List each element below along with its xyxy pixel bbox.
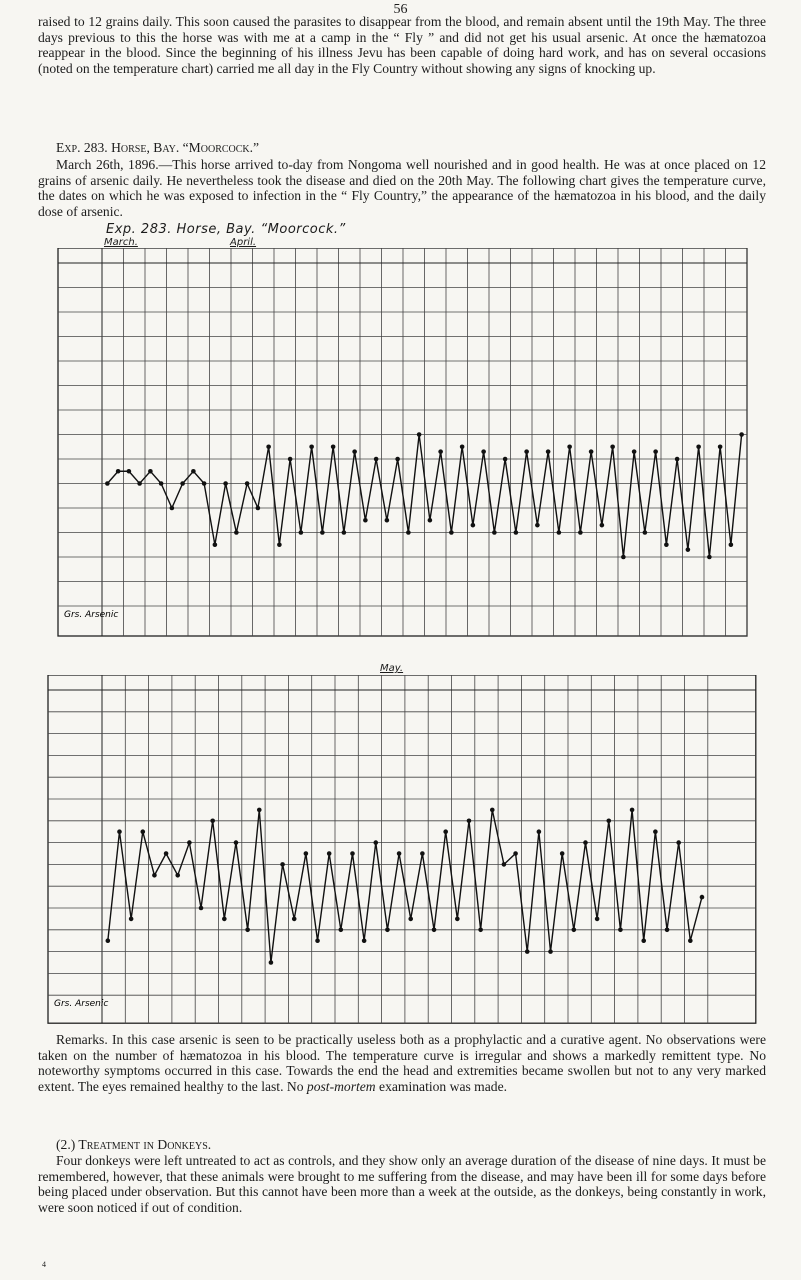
temperature-point bbox=[129, 917, 134, 922]
temperature-point bbox=[696, 444, 701, 449]
temperature-point bbox=[234, 530, 239, 535]
temperature-point bbox=[718, 444, 723, 449]
paragraph-jevu-case: raised to 12 grains daily. This soon caused the parasites to disappear from the blood, and remain absent until the 19th May. The three days previous to this the horse was with me at a camp in the “ Fly ” and did not get his usual arsenic. At once the hæmatozoa reappear in the blood. Since the beginning of his illness Jevu has been capable of doing hard work, and has on several occasions (noted on the temperature chart) carried me all day in the Fly Country without showing any signs of knocking up. bbox=[38, 14, 766, 76]
temperature-point bbox=[170, 506, 175, 511]
temperature-point bbox=[490, 808, 495, 813]
temperature-point bbox=[223, 481, 228, 486]
temperature-point bbox=[643, 530, 648, 535]
temperature-point bbox=[137, 481, 142, 486]
chart-title: Exp. 283. Horse, Bay. “Moorcock.” bbox=[106, 222, 346, 237]
temperature-point bbox=[513, 851, 518, 856]
temperature-point bbox=[460, 444, 465, 449]
page-number: 56 bbox=[393, 2, 408, 17]
temperature-point bbox=[385, 518, 390, 523]
temperature-point bbox=[339, 928, 344, 933]
chart-border bbox=[48, 675, 756, 1023]
temperature-point bbox=[525, 949, 530, 954]
temperature-point bbox=[315, 938, 320, 943]
temperature-point bbox=[116, 469, 121, 474]
temperature-point bbox=[320, 530, 325, 535]
temperature-point bbox=[572, 928, 577, 933]
temperature-point bbox=[653, 829, 658, 834]
temperature-point bbox=[210, 819, 215, 824]
temperature-point bbox=[502, 862, 507, 867]
temperature-point bbox=[676, 840, 681, 845]
temperature-point bbox=[641, 938, 646, 943]
temperature-point bbox=[140, 829, 145, 834]
temperature-point bbox=[374, 457, 379, 462]
temperature-point bbox=[417, 432, 422, 437]
temperature-point bbox=[546, 449, 551, 454]
temperature-point bbox=[618, 928, 623, 933]
experiment-heading bbox=[38, 140, 766, 156]
temperature-point bbox=[548, 949, 553, 954]
temperature-point bbox=[266, 444, 271, 449]
temperature-point bbox=[245, 481, 250, 486]
temperature-point bbox=[481, 449, 486, 454]
temperature-point bbox=[621, 555, 626, 560]
temperature-point bbox=[304, 851, 309, 856]
temperature-point bbox=[606, 819, 611, 824]
temperature-point bbox=[397, 851, 402, 856]
temperature-point bbox=[537, 829, 542, 834]
temperature-point bbox=[595, 917, 600, 922]
temperature-point bbox=[342, 530, 347, 535]
paragraph-moorcock-intro: March 26th, 1896.—This horse arrived to-day from Nongoma well nourished and in good health. He was at once placed on 12 grains of arsenic daily. He nevertheless took the disease and died on the 20th May. The following chart gives the temperature curve, the dates on which he was exposed to infection in the “ Fly Country,” the appearance of the hæmatozoa in his blood, and the daily dose of arsenic. bbox=[38, 157, 766, 219]
temperature-point bbox=[363, 518, 368, 523]
temperature-chart-march-april bbox=[0, 248, 801, 668]
temperature-point bbox=[299, 530, 304, 535]
temperature-point bbox=[432, 928, 437, 933]
temperature-point bbox=[503, 457, 508, 462]
temperature-point bbox=[331, 444, 336, 449]
temperature-point bbox=[408, 917, 413, 922]
remarks-tail-a: No bbox=[286, 1078, 307, 1094]
temperature-point bbox=[280, 862, 285, 867]
temperature-point bbox=[443, 829, 448, 834]
temperature-point bbox=[257, 808, 262, 813]
month-label-may: May. bbox=[380, 663, 404, 674]
remarks-tail-b: examination was made. bbox=[375, 1078, 508, 1094]
temperature-point bbox=[327, 851, 332, 856]
temperature-point bbox=[492, 530, 497, 535]
footnote-mark: 4 bbox=[42, 1260, 46, 1269]
temperature-point bbox=[213, 542, 218, 547]
temperature-chart-may bbox=[0, 675, 801, 1045]
temperature-point bbox=[707, 555, 712, 560]
temperature-point bbox=[277, 542, 282, 547]
temperature-point bbox=[288, 457, 293, 462]
temperature-point bbox=[471, 523, 476, 528]
temperature-point bbox=[292, 917, 297, 922]
month-label-april: April. bbox=[230, 237, 257, 248]
temperature-point bbox=[309, 444, 314, 449]
temperature-point bbox=[164, 851, 169, 856]
temperature-point bbox=[202, 481, 207, 486]
temperature-point bbox=[187, 840, 192, 845]
temperature-point bbox=[729, 542, 734, 547]
temperature-point bbox=[583, 840, 588, 845]
temperature-point bbox=[222, 917, 227, 922]
temperature-point bbox=[106, 938, 111, 943]
temperature-point bbox=[467, 819, 472, 824]
temperature-point bbox=[449, 530, 454, 535]
temperature-point bbox=[686, 547, 691, 552]
temperature-point bbox=[630, 808, 635, 813]
temperature-point bbox=[557, 530, 562, 535]
temperature-point bbox=[438, 449, 443, 454]
temperature-point bbox=[600, 523, 605, 528]
temperature-point bbox=[152, 873, 157, 878]
temperature-point bbox=[700, 895, 705, 900]
temperature-point bbox=[560, 851, 565, 856]
temperature-point bbox=[362, 938, 367, 943]
temperature-point bbox=[632, 449, 637, 454]
temperature-point bbox=[589, 449, 594, 454]
remarks-post-mortem: post-mortem bbox=[306, 1078, 376, 1094]
temperature-point bbox=[234, 840, 239, 845]
temperature-point bbox=[739, 432, 744, 437]
temperature-point bbox=[420, 851, 425, 856]
temperature-point bbox=[514, 530, 519, 535]
temperature-point bbox=[524, 449, 529, 454]
chart-grid bbox=[48, 675, 756, 1023]
chart-border bbox=[58, 248, 747, 636]
temperature-point bbox=[653, 449, 658, 454]
temperature-point bbox=[117, 829, 122, 834]
grains-arsenic-label: Grs. Arsenic bbox=[54, 999, 109, 1010]
grains-arsenic-label: Grs. Arsenic bbox=[64, 610, 119, 620]
temperature-point bbox=[191, 469, 196, 474]
temperature-point bbox=[350, 851, 355, 856]
temperature-point bbox=[175, 873, 180, 878]
temperature-point bbox=[148, 469, 153, 474]
temperature-point bbox=[180, 481, 185, 486]
temperature-point bbox=[478, 928, 483, 933]
temperature-point bbox=[395, 457, 400, 462]
temperature-point bbox=[567, 444, 572, 449]
temperature-point bbox=[127, 469, 132, 474]
remarks-text: Remarks. In this case arsenic is seen to be practically useless both as a prophylactic and a curative agent. No observations were taken on the number of hæmatozoa in his blood. The temperature curve is irregular and shows a markedly remittent type. No noteworthy symptoms occurred in this case. Towards the end the head and extremities became swollen but not to any very marked extent. The eyes remained healthy to the last. bbox=[38, 1032, 766, 1094]
chart-grid bbox=[58, 248, 747, 636]
temperature-point bbox=[245, 928, 250, 933]
temperature-point bbox=[688, 938, 693, 943]
temperature-point bbox=[159, 481, 164, 486]
temperature-point bbox=[610, 444, 615, 449]
temperature-point bbox=[578, 530, 583, 535]
temperature-point bbox=[256, 506, 261, 511]
temperature-point bbox=[269, 960, 274, 965]
temperature-point bbox=[535, 523, 540, 528]
section-heading-donkeys: (2.) Treatment in Donkeys. bbox=[56, 1137, 212, 1152]
temperature-point bbox=[406, 530, 411, 535]
temperature-point bbox=[428, 518, 433, 523]
paragraph-donkeys: Four donkeys were left untreated to act as controls, and they show only an average duration of the disease of nine days. It must be remembered, however, that these animals were brought to me suffering from the disease, and may have been ill for some days before being placed under observation. But this cannot have been more than a week at the outside, as the donkeys, being constantly in work, were soon noticed if out of condition. bbox=[38, 1153, 766, 1215]
temperature-point bbox=[199, 906, 204, 911]
temperature-point bbox=[664, 542, 669, 547]
temperature-point bbox=[675, 457, 680, 462]
temperature-point bbox=[352, 449, 357, 454]
temperature-point bbox=[455, 917, 460, 922]
paragraph-remarks bbox=[38, 1032, 766, 1094]
temperature-point bbox=[105, 481, 110, 486]
month-label-march: March. bbox=[104, 237, 138, 248]
experiment-heading-text: Exp. 283. Horse, Bay. “Moorcock.” bbox=[56, 140, 260, 155]
temperature-point bbox=[373, 840, 378, 845]
temperature-point bbox=[665, 928, 670, 933]
temperature-point bbox=[385, 928, 390, 933]
